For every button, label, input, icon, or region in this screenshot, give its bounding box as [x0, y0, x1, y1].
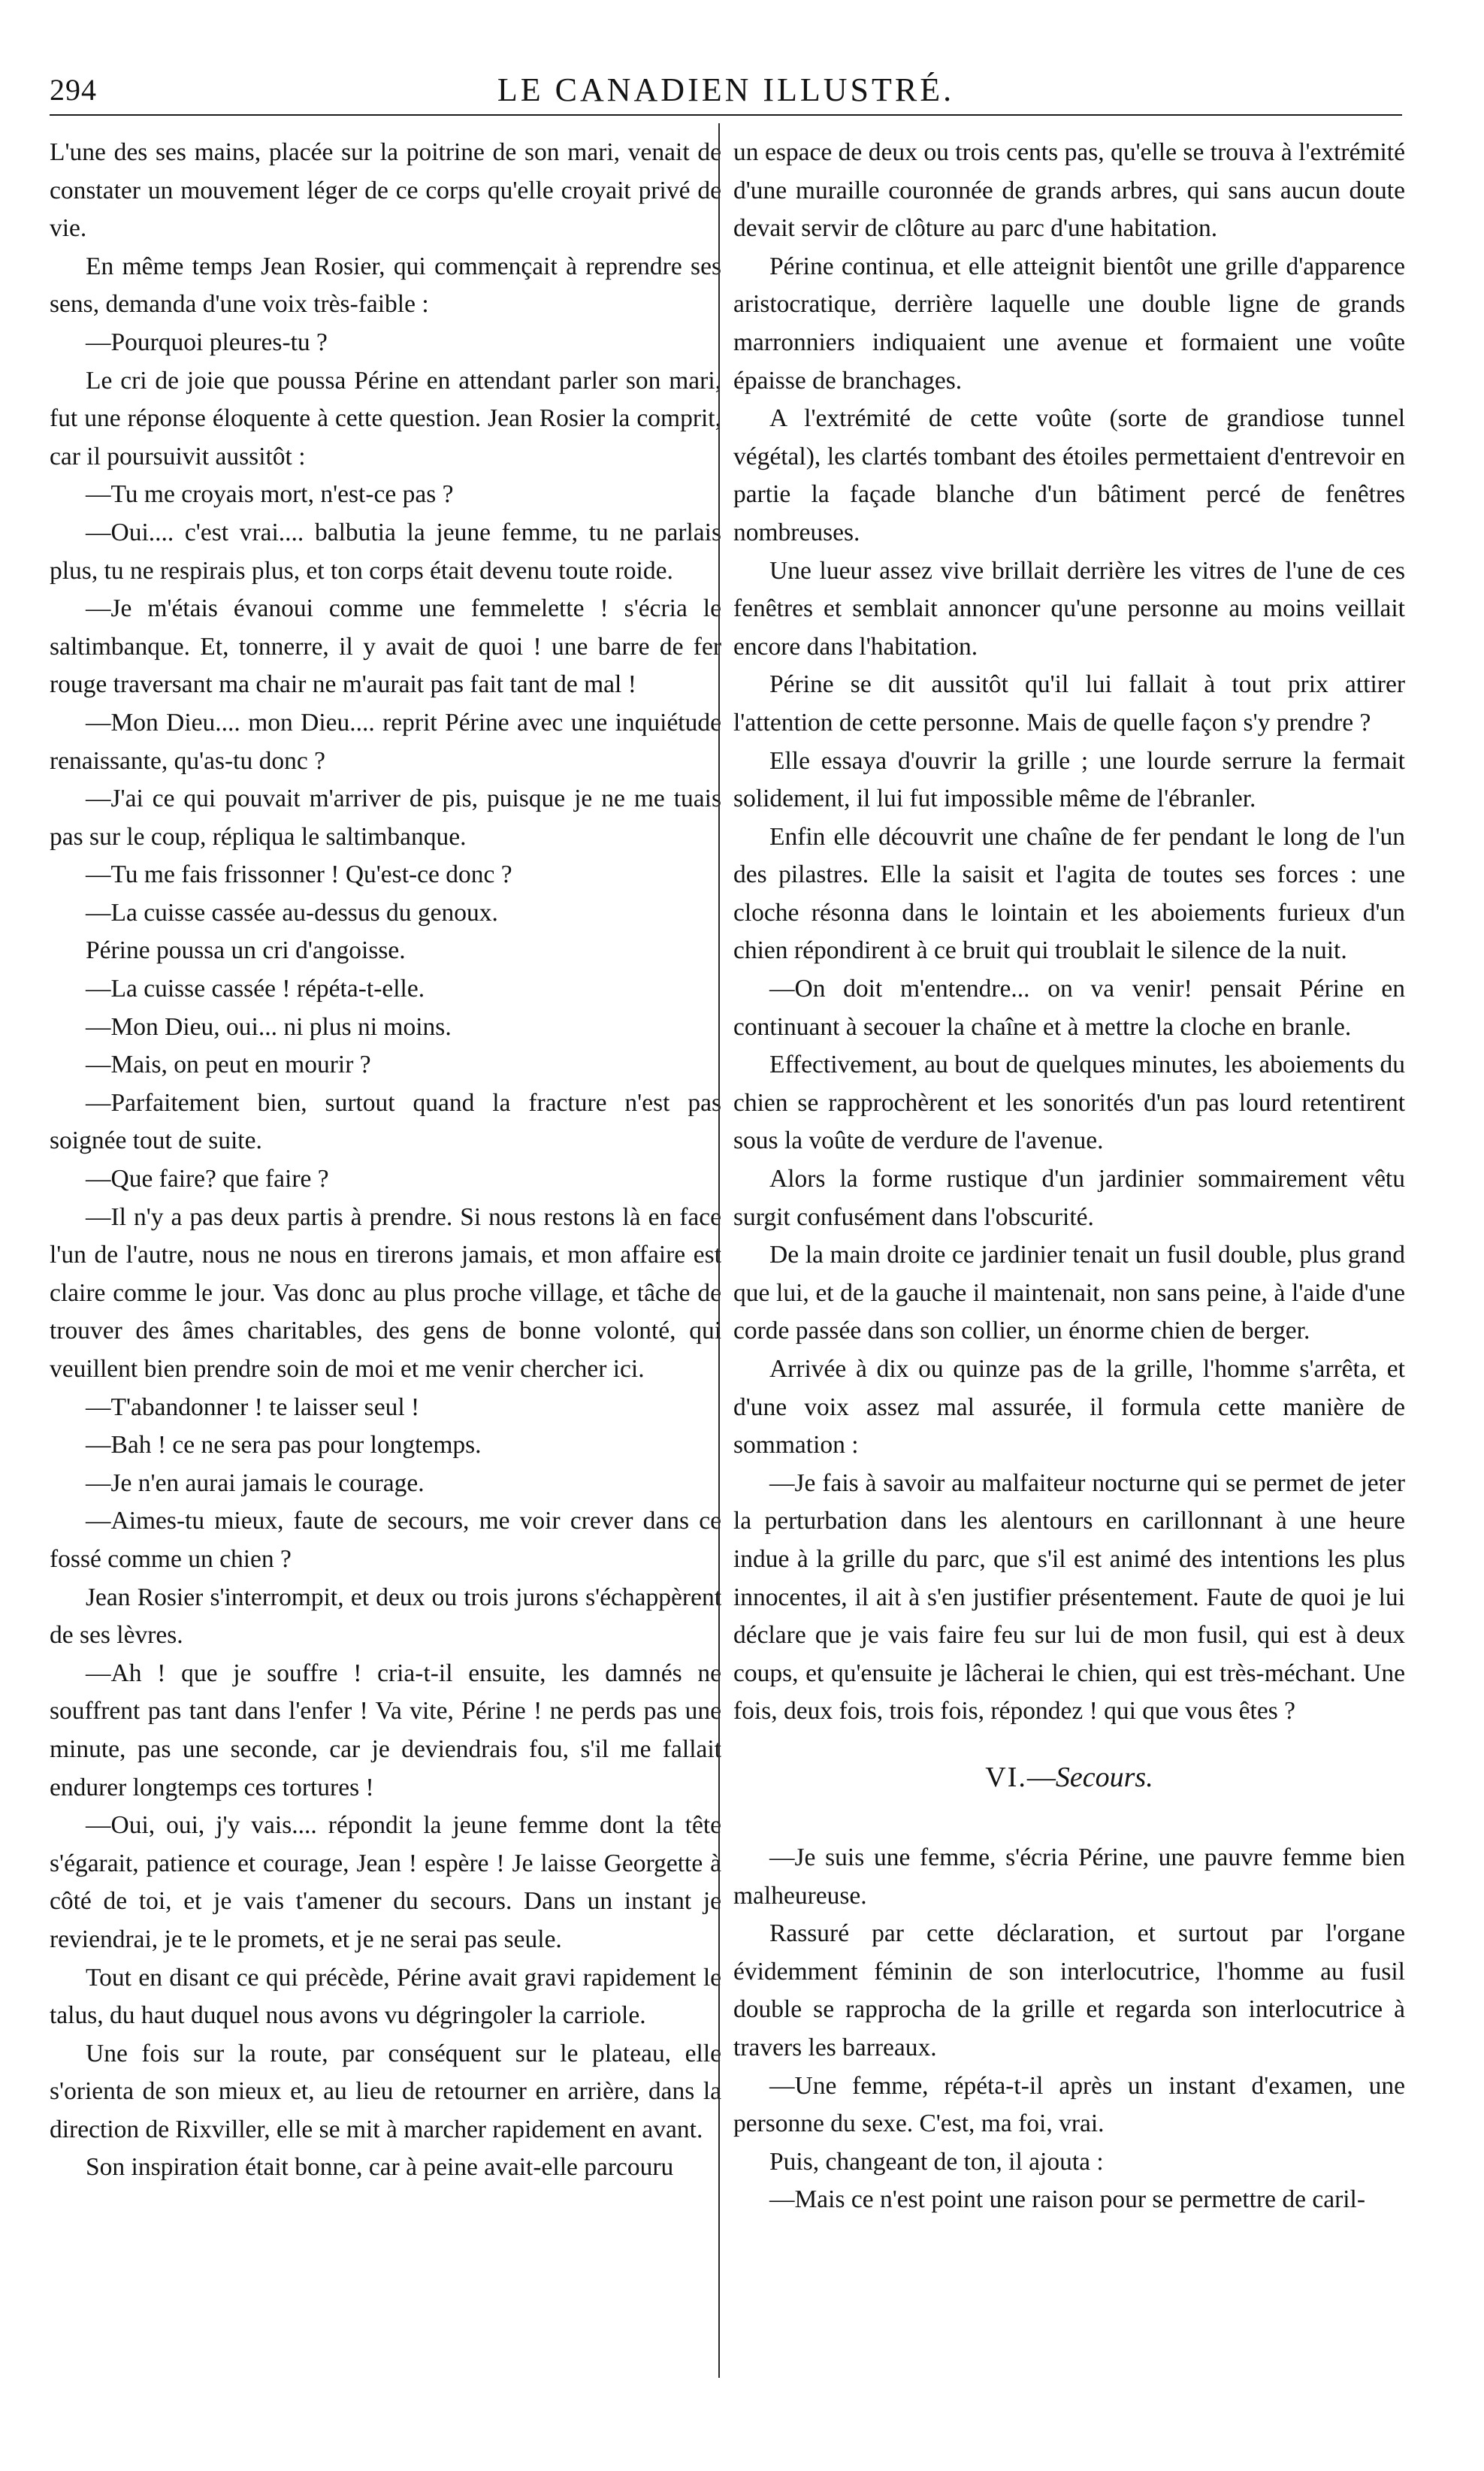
- paragraph: A l'extrémité de cette voûte (sorte de grandiose tunnel végétal), les clartés tombant des étoiles permettaient d'entrevoir en partie la façade blanche d'un bâtiment percé de fenêtres nombreuses.: [733, 404, 1405, 546]
- paragraph: —T'abandonner ! te laisser seul !: [86, 1393, 420, 1421]
- paragraph: Rassuré par cette déclaration, et surtout par l'organe évidemment féminin de son interlocutrice, l'homme au fusil double se rapprocha de la grille et regarda son interlocutrice à travers les barreaux.: [733, 1919, 1405, 2061]
- paragraph: Une fois sur la route, par conséquent sur le plateau, elle s'orienta de son mieux et, au lieu de retourner en arrière, dans la direction de Rixviller, elle se mit à marcher rapidement en avant.: [50, 2039, 721, 2143]
- paragraph: —Aimes-tu mieux, faute de secours, me voir crever dans ce fossé comme un chien ?: [50, 1507, 721, 1573]
- paragraph: Périne continua, et elle atteignit bientôt une grille d'apparence aristocratique, derrière laquelle une double ligne de grands marronniers indiquaient une avenue et formaient une voûte épaisse de branchages.: [733, 252, 1405, 395]
- paragraph: —La cuisse cassée ! répéta-t-elle.: [86, 975, 425, 1003]
- paragraph: —Mon Dieu, oui... ni plus ni moins.: [86, 1012, 452, 1041]
- paragraph: —On doit m'entendre... on va venir! pensait Périne en continuant à secouer la chaîne et à mettre la cloche en branle.: [733, 975, 1405, 1041]
- paragraph: Tout en disant ce qui précède, Périne avait gravi rapidement le talus, du haut duquel nous avons vu dégringoler la carriole.: [50, 1963, 721, 2030]
- paragraph: Arrivée à dix ou quinze pas de la grille, l'homme s'arrêta, et d'une voix assez mal assurée, il formula cette manière de sommation :: [733, 1355, 1405, 1459]
- paragraph: Le cri de joie que poussa Périne en attendant parler son mari, fut une réponse éloquente à cette question. Jean Rosier la comprit, car il poursuivit aussitôt :: [50, 366, 721, 470]
- paragraph: —Bah ! ce ne sera pas pour longtemps.: [86, 1431, 482, 1459]
- paragraph: Elle essaya d'ouvrir la grille ; une lourde serrure la fermait solidement, il lui fut impossible même de l'ébranler.: [733, 746, 1405, 813]
- paragraph: —Je suis une femme, s'écria Périne, une pauvre femme bien malheureuse.: [733, 1843, 1405, 1910]
- paragraph: Périne poussa un cri d'angoisse.: [86, 936, 406, 965]
- paragraph: —Mais ce n'est point une raison pour se permettre de caril-: [769, 2185, 1366, 2214]
- paragraph: —Mais, on peut en mourir ?: [86, 1051, 371, 1079]
- paragraph: —Pourquoi pleures-tu ?: [86, 328, 328, 356]
- section-title: Secours.: [1055, 1761, 1153, 1793]
- paragraph: —La cuisse cassée au-dessus du genoux.: [86, 898, 498, 927]
- page-header: [50, 72, 1402, 108]
- paragraph: —Parfaitement bien, surtout quand la fracture n'est pas soignée tout de suite.: [50, 1088, 721, 1155]
- paragraph: L'une des ses mains, placée sur la poitrine de son mari, venait de constater un mouvement léger de ce corps qu'elle croyait privé de vie.: [50, 138, 721, 243]
- left-column: [50, 134, 721, 2187]
- section-heading: VI.—Secours.: [985, 1761, 1153, 1793]
- page-number: 294: [50, 73, 97, 107]
- paragraph: Puis, changeant de ton, il ajouta :: [769, 2147, 1104, 2176]
- header-rule: [50, 114, 1402, 116]
- paragraph: —Ah ! que je souffre ! cria-t-il ensuite, les damnés ne souffrent pas tant dans l'enfer ! Va vite, Périne ! ne perds pas une minute, pas une seconde, car je deviendrais fou, s'il me fallait endurer longtemps ces tortures !: [50, 1659, 721, 1801]
- paragraph: —Mon Dieu.... mon Dieu.... reprit Périne avec une inquiétude renaissante, qu'as-tu donc ?: [50, 708, 721, 775]
- journal-title: LE CANADIEN ILLUSTRÉ.: [497, 71, 955, 108]
- paragraph: —Je m'étais évanoui comme une femmelette ! s'écria le saltimbanque. Et, tonnerre, il y avait de quoi ! une barre de fer rouge traversant ma chair ne m'aurait pas fait tant de mal !: [50, 594, 721, 699]
- paragraph: —Je fais à savoir au malfaiteur nocturne qui se permet de jeter la perturbation dans les alentours en carillonnant à une heure indue à la grille du parc, que s'il est animé des intentions les plus innocentes, il ait à s'en justifier présentement. Faute de quoi je lui déclare que je vais faire feu sur lui de mon fusil, qui est à deux coups, et qu'ensuite je lâcherai le chien, qui est très-méchant. Une fois, deux fois, trois fois, répondez ! qui que vous êtes ?: [733, 1468, 1405, 1725]
- paragraph: —Tu me croyais mort, n'est-ce pas ?: [86, 480, 454, 509]
- paragraph: Jean Rosier s'interrompit, et deux ou trois jurons s'échappèrent de ses lèvres.: [50, 1583, 721, 1650]
- paragraph: —Il n'y a pas deux partis à prendre. Si nous restons là en face l'un de l'autre, nous ne nous en tirerons jamais, et mon affaire est claire comme le jour. Vas donc au plus proche village, et tâche de trouver des âmes charitables, des gens de bonne volonté, qui veuillent bien prendre soin de moi et me venir chercher ici.: [50, 1202, 721, 1383]
- paragraph: —Tu me fais frissonner ! Qu'est-ce donc ?: [86, 860, 512, 889]
- column-rule: [718, 123, 720, 2378]
- paragraph: En même temps Jean Rosier, qui commençait à reprendre ses sens, demanda d'une voix très-faible :: [50, 252, 721, 319]
- section-number: VI.: [985, 1761, 1027, 1793]
- paragraph: un espace de deux ou trois cents pas, qu'elle se trouva à l'extrémité d'une muraille couronnée de grands arbres, qui sans aucun doute devait servir de clôture au parc d'une habitation.: [733, 138, 1405, 243]
- paragraph: Une lueur assez vive brillait derrière les vitres de l'une de ces fenêtres et semblait annoncer qu'une personne au moins veillait encore dans l'habitation.: [733, 556, 1405, 661]
- paragraph: Enfin elle découvrit une chaîne de fer pendant le long de l'un des pilastres. Elle la saisit et l'agita de toutes ses forces : une cloche résonna dans le lointain et les aboiements furieux d'un chien répondirent à ce bruit qui troublait le silence de la nuit.: [733, 822, 1405, 965]
- paragraph: De la main droite ce jardinier tenait un fusil double, plus grand que lui, et de la gauche il maintenait, non sans peine, à l'aide d'une corde passée dans son collier, un énorme chien de berger.: [733, 1241, 1405, 1345]
- paragraph: Périne se dit aussitôt qu'il lui fallait à tout prix attirer l'attention de cette personne. Mais de quelle façon s'y prendre ?: [733, 670, 1405, 736]
- paragraph: —Je n'en aurai jamais le courage.: [86, 1468, 425, 1497]
- paragraph: Son inspiration était bonne, car à peine avait-elle parcouru: [86, 2153, 674, 2182]
- paragraph: Effectivement, au bout de quelques minutes, les aboiements du chien se rapprochèrent et les sonorités d'un pas lourd retentirent sous la voûte de verdure de l'avenue.: [733, 1051, 1405, 1155]
- paragraph: —Que faire? que faire ?: [86, 1165, 329, 1193]
- paragraph: —Une femme, répéta-t-il après un instant d'examen, une personne du sexe. C'est, ma foi, vrai.: [733, 2071, 1405, 2138]
- right-column: [733, 134, 1405, 2219]
- paragraph: Alors la forme rustique d'un jardinier sommairement vêtu surgit confusément dans l'obscurité.: [733, 1165, 1405, 1231]
- paragraph: —J'ai ce qui pouvait m'arriver de pis, puisque je ne me tuais pas sur le coup, répliqua le saltimbanque.: [50, 785, 721, 851]
- paragraph: —Oui, oui, j'y vais.... répondit la jeune femme dont la tête s'égarait, patience et courage, Jean ! espère ! Je laisse Georgette à côté de toi, et je vais t'amener du secours. Dans un instant je reviendrai, je te le promets, et je ne serai pas seule.: [50, 1811, 721, 1953]
- paragraph: —Oui.... c'est vrai.... balbutia la jeune femme, tu ne parlais plus, tu ne respirais plus, et ton corps était devenu toute roide.: [50, 518, 721, 585]
